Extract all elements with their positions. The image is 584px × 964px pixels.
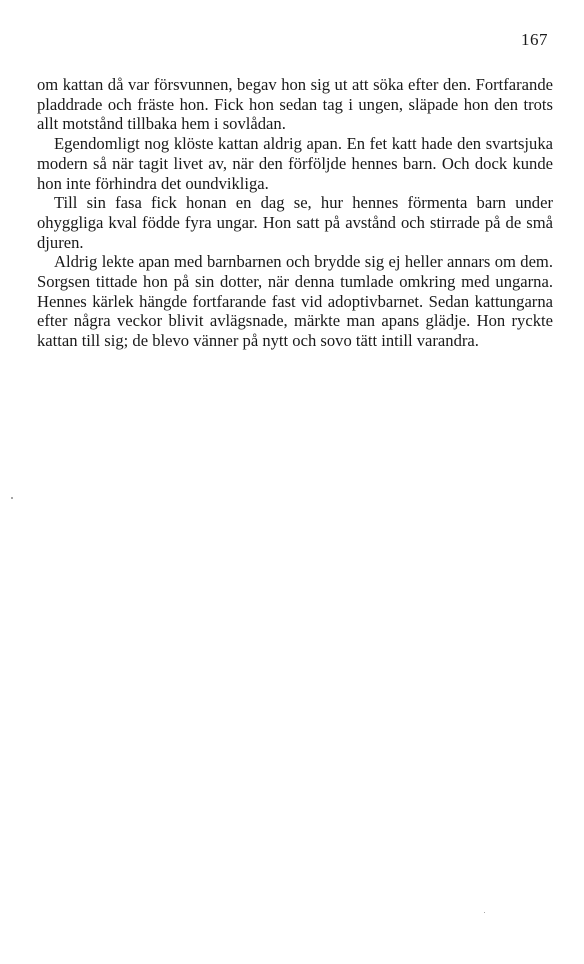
paragraph-3: Till sin fasa fick honan en dag se, hur hennes förmenta barn under ohyggliga kval födde fyra ungar. Hon satt på avstånd och stirrade på de små djuren.	[37, 193, 553, 252]
scan-speck	[11, 497, 13, 499]
body-text	[37, 75, 553, 351]
paragraph-4: Aldrig lekte apan med barnbarnen och brydde sig ej heller annars om dem. Sorgsen tittade hon på sin dotter, när denna tumlade omkring med ungarna. Hennes kärlek hängde fortfarande fast vid adoptivbarnet. Sedan kattungarna efter några veckor blivit avlägsnade, märkte man apans glädje. Hon ryckte kattan till sig; de blevo vänner på nytt och sovo tätt intill varandra.	[37, 252, 553, 351]
paragraph-2: Egendomligt nog klöste kattan aldrig apan. En fet katt hade den svartsjuka modern så när tagit livet av, när den förföljde hennes barn. Och dock kunde hon inte förhindra det oundvikliga.	[37, 134, 553, 193]
page-number: 167	[521, 30, 548, 49]
paragraph-1: om kattan då var försvunnen, begav hon sig ut att söka efter den. Fortfarande pladdrade och fräste hon. Fick hon sedan tag i ungen, släpade hon den trots allt motstånd tillbaka hem i sovlådan.	[37, 75, 553, 134]
scan-speck	[484, 912, 485, 913]
